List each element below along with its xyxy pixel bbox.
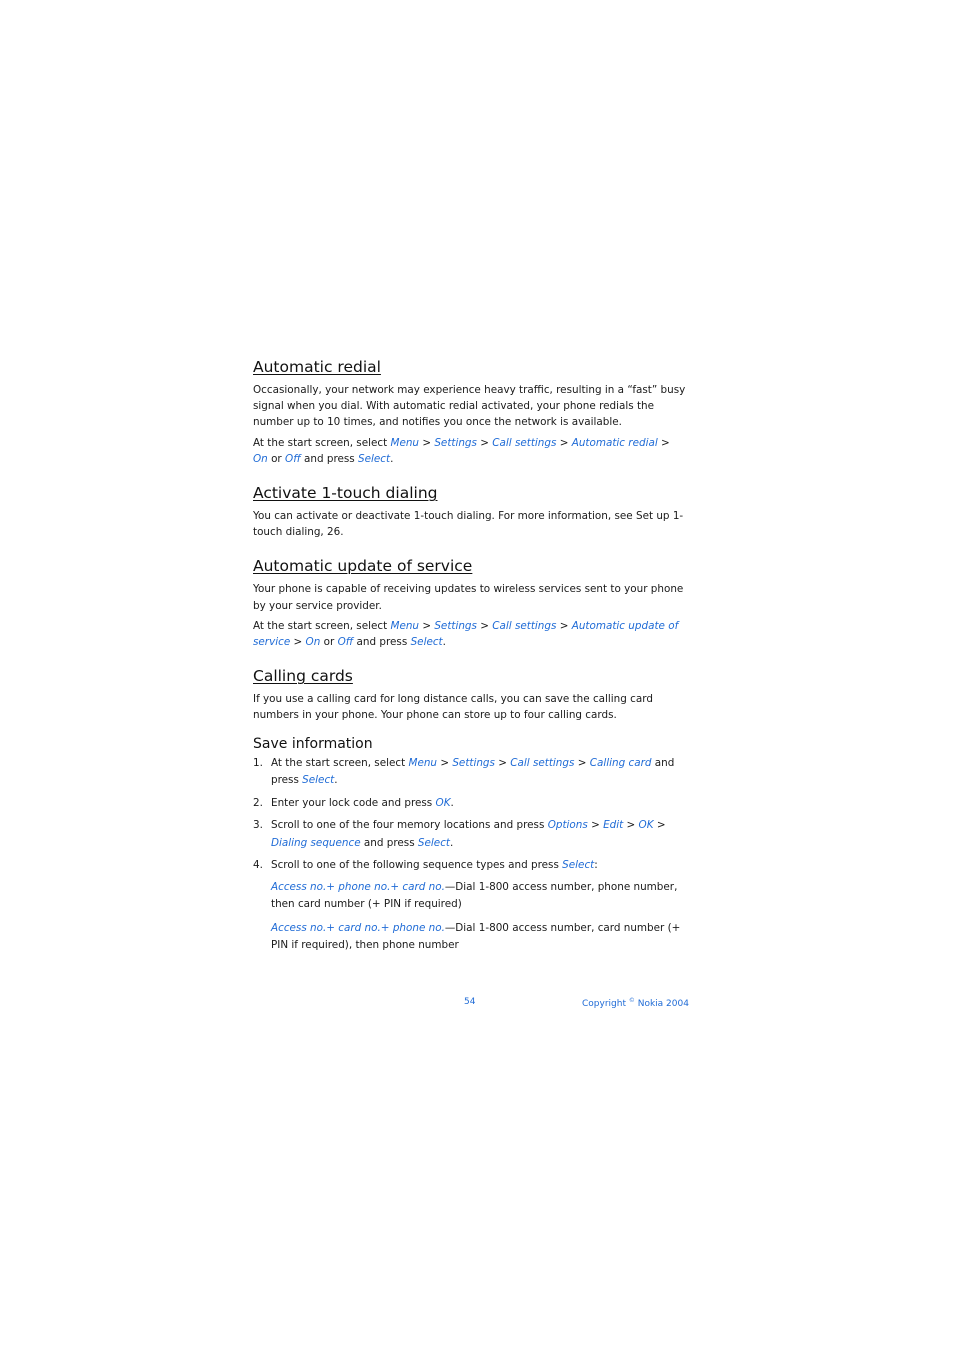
text-run: >	[623, 819, 639, 832]
paragraph-one-touch-description: You can activate or deactivate 1-touch dialing. For more information, see Set up 1-touch dialing, 26.	[253, 510, 684, 539]
text-run: .	[334, 774, 338, 787]
menu-keyword: Dialing sequence	[271, 836, 361, 849]
text-run: >	[476, 619, 493, 632]
step-text	[271, 819, 666, 849]
text-run: >	[419, 619, 435, 632]
text-run: Scroll to one of the four memory locations and press	[271, 819, 548, 832]
menu-keyword: Call settings	[492, 619, 557, 632]
sequence-option-text: —Dial 1-800 access number, phone number, then card number (+ PIN if required)	[271, 880, 678, 911]
step-text	[271, 797, 454, 809]
text-run: At the start screen, select	[253, 619, 391, 632]
sequence-option	[271, 879, 687, 914]
list-item	[253, 795, 687, 813]
text-run: or	[267, 452, 286, 465]
text-run: >	[587, 819, 604, 832]
heading-save-information: Save information	[253, 735, 373, 752]
menu-keyword: Settings	[452, 756, 495, 769]
copyright-notice	[582, 997, 689, 1009]
page-content	[253, 358, 687, 961]
section-save-information	[253, 736, 687, 955]
text-run: >	[290, 636, 306, 649]
heading-one-touch-dialing: Activate 1-touch dialing	[253, 484, 438, 503]
menu-keyword: Select	[302, 774, 335, 787]
text-run: and press	[271, 756, 675, 787]
text-run: and press	[353, 636, 411, 649]
copyright-company: Nokia 2004	[637, 999, 689, 1009]
sequence-option-key: Access no.+ phone no.+ card no.	[271, 880, 445, 893]
step-text	[271, 757, 674, 787]
menu-keyword: Edit	[603, 819, 624, 832]
menu-keyword: Select	[562, 859, 595, 872]
text-run: .	[449, 836, 454, 849]
copyright-symbol: ©	[628, 997, 635, 1004]
menu-keyword: On	[253, 452, 268, 465]
menu-keyword: Automatic redial	[571, 436, 658, 449]
text-run: >	[437, 756, 453, 769]
menu-keyword: Select	[417, 836, 450, 849]
section-automatic-redial	[253, 358, 687, 467]
paragraph-update-description: Your phone is capable of receiving updates to wireless services sent to your phone by your service provider.	[253, 583, 684, 612]
heading-calling-cards: Calling cards	[253, 667, 353, 686]
menu-keyword: OK	[638, 819, 654, 832]
steps-list	[253, 755, 687, 955]
text-run: >	[574, 756, 590, 769]
text-run: and press	[300, 452, 359, 465]
menu-keyword: Menu	[390, 436, 420, 449]
menu-keyword: On	[305, 636, 321, 649]
list-item	[253, 755, 687, 790]
text-run: >	[419, 436, 435, 449]
paragraph-redial-description: Occasionally, your network may experience heavy traffic, resulting in a “fast” busy signal when you dial. With automatic redial activated, your phone redials the number up to 10 times, and notifies you once the network is available.	[253, 384, 686, 429]
menu-keyword: Menu	[408, 756, 438, 769]
sequence-option	[271, 920, 687, 955]
step-number: 2.	[253, 796, 263, 809]
menu-keyword: Automatic update of service	[253, 619, 679, 649]
step-number: 4.	[253, 859, 263, 872]
menu-keyword: Call settings	[510, 756, 575, 769]
text-run: >	[556, 436, 572, 449]
text-run: .	[450, 796, 454, 809]
text-run: >	[653, 819, 666, 832]
menu-keyword: Options	[547, 819, 588, 832]
menu-keyword: Off	[285, 452, 301, 465]
list-item	[253, 857, 687, 955]
menu-keyword: Settings	[434, 619, 477, 632]
text-run: >	[476, 436, 493, 449]
menu-keyword: Menu	[390, 619, 420, 632]
heading-automatic-update: Automatic update of service	[253, 557, 473, 576]
sequence-option-key: Access no.+ card no.+ phone no.	[271, 921, 445, 934]
section-one-touch-dialing	[253, 484, 687, 540]
heading-automatic-redial: Automatic redial	[253, 358, 381, 376]
page-number: 54	[464, 997, 476, 1007]
menu-keyword: Select	[358, 452, 391, 465]
menu-keyword: Settings	[434, 436, 477, 449]
copyright-label: Copyright	[582, 999, 626, 1009]
text-run: At the start screen, select	[253, 436, 391, 449]
menu-keyword: OK	[435, 796, 451, 809]
menu-keyword: Call settings	[492, 436, 557, 449]
section-calling-cards	[253, 667, 687, 723]
list-item	[253, 817, 687, 852]
step-number: 3.	[253, 819, 263, 832]
text-run: >	[494, 756, 511, 769]
step-number: 1.	[253, 756, 263, 769]
menu-keyword: Select	[410, 636, 443, 649]
text-run: At the start screen, select	[271, 756, 409, 769]
text-run: :	[594, 859, 598, 872]
text-run: and press	[360, 836, 418, 849]
sequence-option-text: —Dial 1-800 access number, card number (+ PIN if required), then phone number	[271, 921, 681, 952]
paragraph-update-instructions	[253, 618, 687, 650]
step-text	[271, 859, 598, 871]
paragraph-calling-cards-description: If you use a calling card for long distance calls, you can save the calling card numbers in your phone. Your phone can store up to four calling cards.	[253, 693, 653, 722]
text-run: Scroll to one of the following sequence types and press	[271, 859, 563, 872]
menu-keyword: Calling card	[589, 756, 652, 769]
text-run: >	[556, 619, 572, 632]
text-run: .	[442, 636, 446, 649]
text-run: >	[657, 436, 670, 449]
text-run: Enter your lock code and press	[271, 796, 436, 809]
paragraph-redial-instructions	[253, 435, 687, 467]
text-run: or	[320, 636, 338, 649]
section-automatic-update	[253, 557, 687, 650]
text-run: .	[390, 452, 394, 465]
menu-keyword: Off	[337, 636, 354, 649]
